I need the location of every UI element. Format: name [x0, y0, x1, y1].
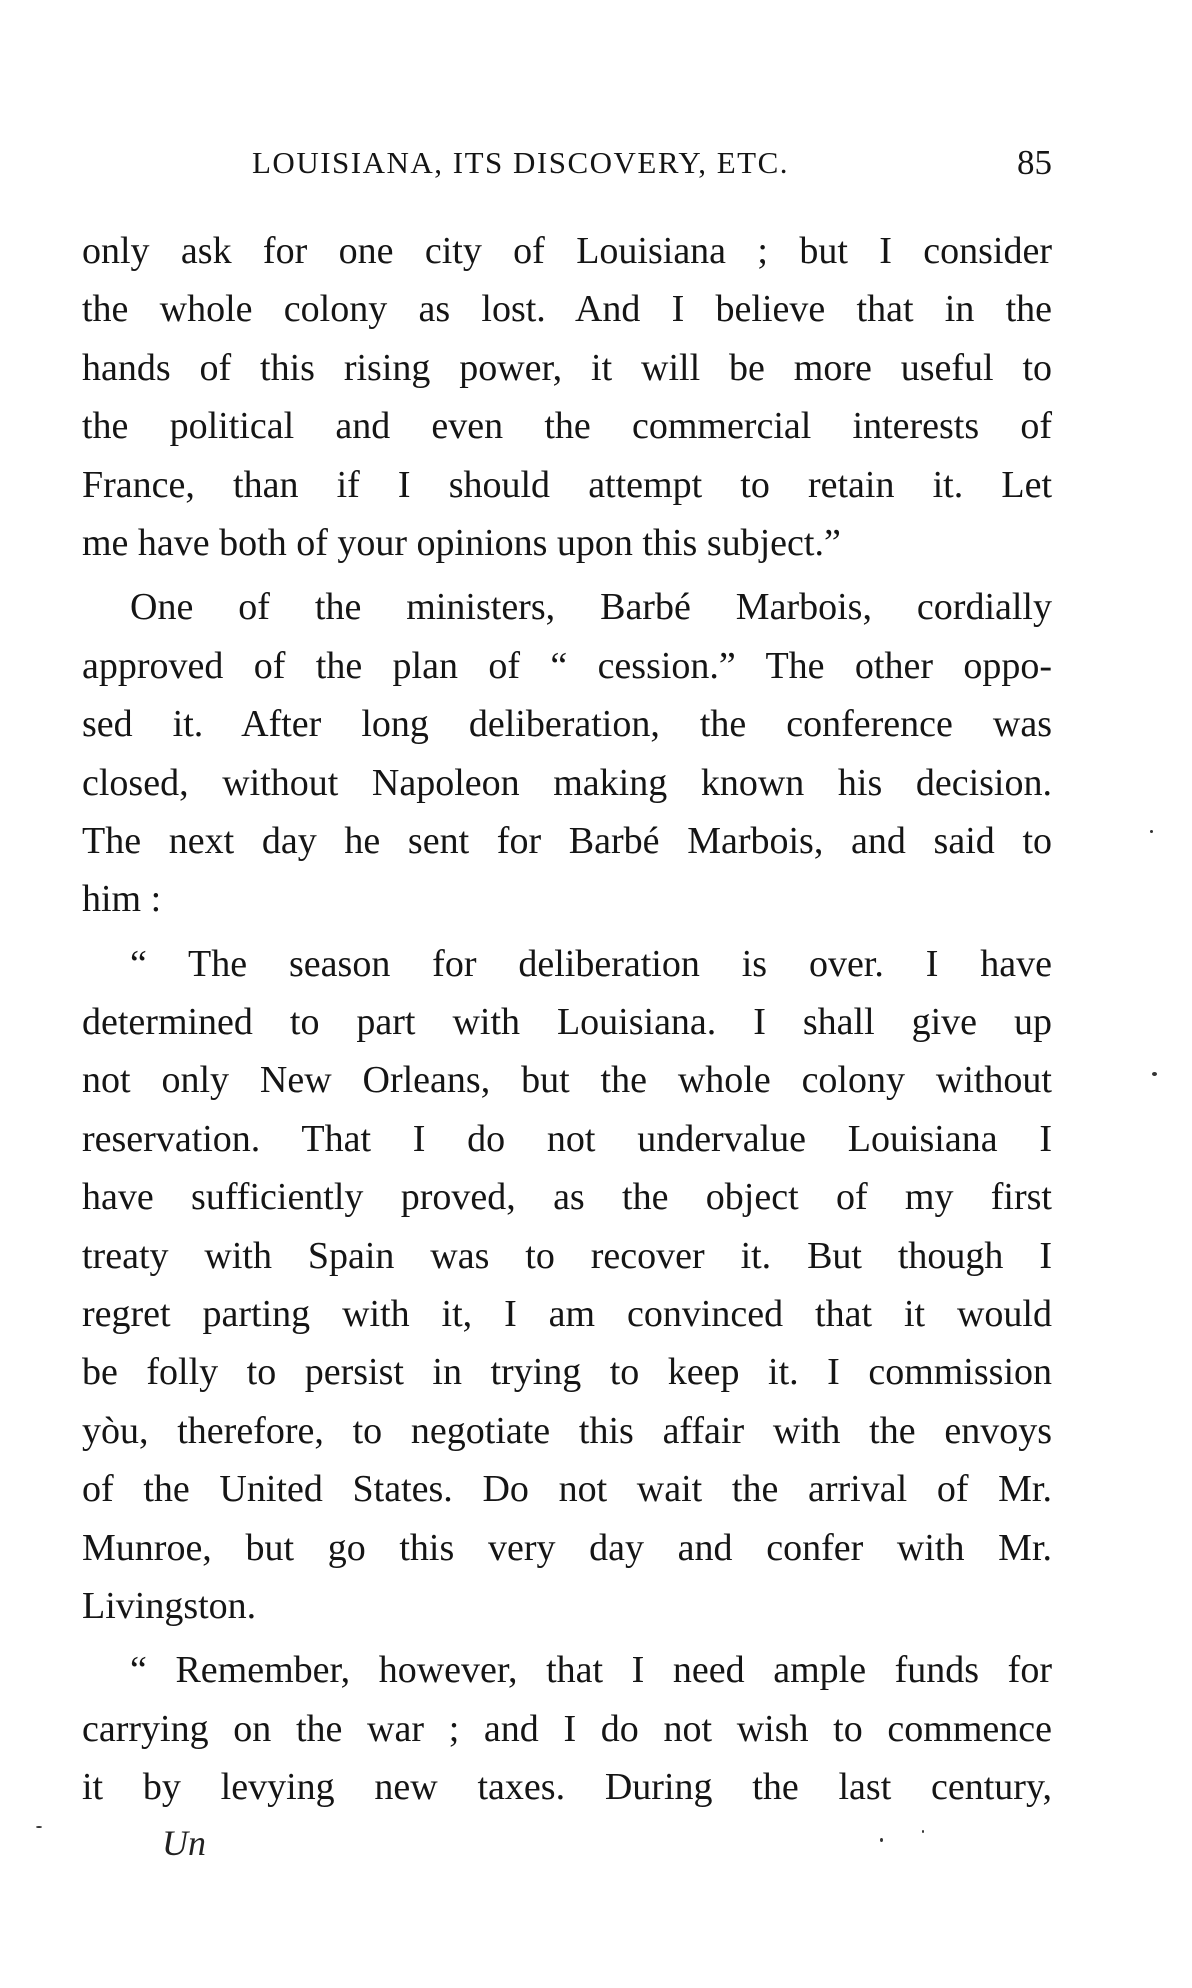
- body-text: [82, 222, 1052, 1817]
- print-speck: [36, 1826, 42, 1828]
- text-line: The next day he sent for Barbé Marbois, and said to: [82, 819, 1052, 862]
- text-line: carrying on the war ; and I do not wish to commence: [82, 1707, 1052, 1750]
- text-line: be folly to persist in trying to keep it. I commission: [82, 1351, 1052, 1394]
- text-line: the political and even the commercial interests of: [82, 405, 1052, 448]
- print-speck: [1150, 830, 1153, 833]
- paragraph: [82, 578, 1052, 928]
- running-head: [82, 145, 1052, 195]
- text-line: treaty with Spain was to recover it. But though I: [82, 1234, 1052, 1277]
- text-line: “ The season for deliberation is over. I have: [130, 942, 1052, 985]
- text-line: the whole colony as lost. And I believe that in the: [82, 288, 1052, 331]
- text-line: regret parting with it, I am convinced that it would: [82, 1293, 1052, 1336]
- paragraph: [82, 935, 1052, 1636]
- paragraph: [82, 222, 1052, 572]
- text-line: “ Remember, however, that I need ample funds for: [130, 1649, 1052, 1692]
- paragraph: [82, 1641, 1052, 1816]
- text-line: hands of this rising power, it will be more useful to: [82, 346, 1052, 389]
- text-line: approved of the plan of “ cession.” The other oppo-: [82, 644, 1052, 687]
- text-line: Munroe, but go this very day and confer with Mr.: [82, 1526, 1052, 1569]
- text-line: One of the ministers, Barbé Marbois, cordially: [130, 586, 1052, 629]
- print-speck: [880, 1838, 883, 1842]
- text-line: reservation. That I do not undervalue Louisiana I: [82, 1117, 1052, 1160]
- signature-mark: Un: [162, 1823, 206, 1863]
- text-line: only ask for one city of Louisiana ; but I consider: [82, 230, 1052, 272]
- text-line: sed it. After long deliberation, the conference was: [82, 703, 1052, 746]
- print-speck: [1152, 1072, 1157, 1076]
- text-line: yòu, therefore, to negotiate this affair with the envoys: [82, 1409, 1052, 1452]
- text-line: closed, without Napoleon making known his decision.: [82, 761, 1052, 804]
- text-line: me have both of your opinions upon this subject.”: [82, 521, 841, 564]
- text-line: Livingston.: [82, 1584, 257, 1627]
- running-title: LOUISIANA, ITS DISCOVERY, ETC.: [252, 145, 790, 180]
- text-line: not only New Orleans, but the whole colony without: [82, 1059, 1052, 1102]
- print-speck: [922, 1830, 924, 1833]
- text-line: determined to part with Louisiana. I shall give up: [82, 1001, 1052, 1044]
- text-line: of the United States. Do not wait the arrival of Mr.: [82, 1468, 1052, 1511]
- page-number: 85: [1017, 143, 1052, 182]
- text-line: him :: [82, 878, 162, 921]
- text-line: France, than if I should attempt to retain it. Let: [82, 463, 1052, 506]
- text-line: it by levying new taxes. During the last century,: [82, 1766, 1052, 1809]
- text-line: have sufficiently proved, as the object of my first: [82, 1176, 1052, 1219]
